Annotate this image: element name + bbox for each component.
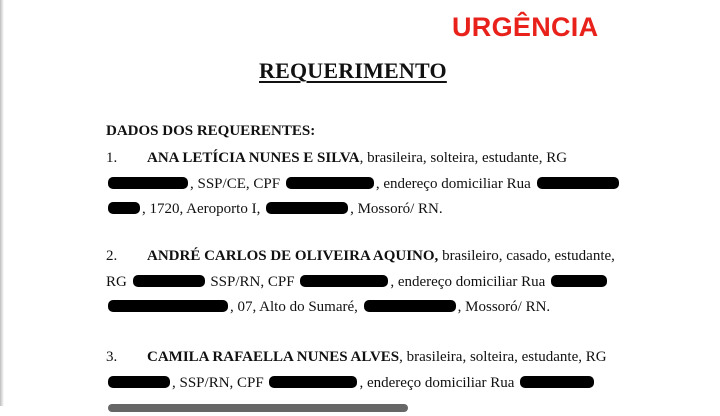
requerente-1-line-3: , 1720, Aeroporto I, , Mossoró/ RN. — [106, 201, 613, 218]
requerente-3-line1-rest: , brasileira, solteira, estudante, RG — [399, 349, 607, 365]
redaction-mark — [266, 202, 348, 214]
requerente-3-line-2: , SSP/RN, CPF , endereço domiciliar Rua — [106, 375, 613, 392]
page-edge-shadow — [0, 0, 4, 406]
requerente-3-line2-a: SSP/RN, CPF — [179, 375, 264, 391]
redaction-mark — [133, 275, 205, 287]
section-heading: DADOS DOS REQUERENTES: — [106, 123, 316, 139]
requerente-3-name: CAMILA RAFAELLA NUNES ALVES — [147, 349, 400, 365]
requerente-2-line3-a: 07, Alto do Sumaré, — [237, 299, 358, 315]
redaction-mark — [108, 177, 188, 189]
requerente-1-line2-b: endereço domiciliar Rua — [383, 176, 531, 192]
redaction-mark — [537, 177, 619, 189]
requerente-3-line2-b: endereço domiciliar Rua — [366, 375, 515, 391]
requerente-1-line-1 — [106, 150, 613, 167]
redaction-mark — [108, 202, 140, 214]
requerente-1-number: 1. — [106, 150, 118, 166]
redaction-mark — [108, 300, 228, 312]
redaction-mark — [269, 376, 357, 388]
requerente-1-line-2: , SSP/CE, CPF , endereço domiciliar Rua — [106, 176, 613, 193]
requerente-2-line-2: RG SSP/RN, CPF , endereço domiciliar Rua — [106, 274, 613, 291]
requerente-2-line2-b: SSP/RN, CPF — [210, 274, 295, 290]
document-title: REQUERIMENTO — [259, 58, 447, 83]
requerente-2-line3-b: Mossoró/ RN. — [465, 299, 551, 315]
requerente-2-name: ANDRÉ CARLOS DE OLIVEIRA AQUINO, — [147, 248, 439, 264]
requerente-1-line2-a: SSP/CE, CPF — [197, 176, 281, 192]
requerente-1-head — [106, 150, 567, 167]
requerente-2-line1-rest: brasileiro, casado, estudante, — [442, 248, 615, 264]
requerente-3-head — [106, 349, 607, 366]
requerente-1-name: ANA LETÍCIA NUNES E SILVA — [147, 150, 360, 166]
requerente-2-number: 2. — [106, 248, 118, 264]
requerente-1-line3-b: Mossoró/ RN. — [357, 201, 443, 217]
redaction-mark — [551, 275, 607, 287]
redaction-mark — [300, 275, 388, 287]
requerente-2-line2-a: RG — [106, 274, 127, 290]
redaction-mark — [520, 376, 594, 388]
requerente-2-line-3: , 07, Alto do Sumaré, , Mossoró/ RN. — [106, 299, 613, 316]
requerente-1-line3-a: 1720, Aeroporto I, — [149, 201, 261, 217]
redaction-mark — [286, 177, 374, 189]
urgency-label: URGÊNCIA — [452, 12, 599, 42]
requerente-3-line-3-cut — [106, 399, 613, 416]
redaction-mark — [364, 300, 456, 312]
redaction-mark — [108, 376, 170, 388]
requerente-1-line1-rest: , brasileira, solteira, estudante, RG — [359, 150, 568, 166]
redaction-mark — [108, 404, 408, 412]
requerente-3-number: 3. — [106, 349, 118, 365]
requerente-2-line2-c: endereço domiciliar Rua — [397, 274, 546, 290]
requerente-3-line-1 — [106, 349, 613, 366]
requerente-2-line-1 — [106, 248, 613, 265]
